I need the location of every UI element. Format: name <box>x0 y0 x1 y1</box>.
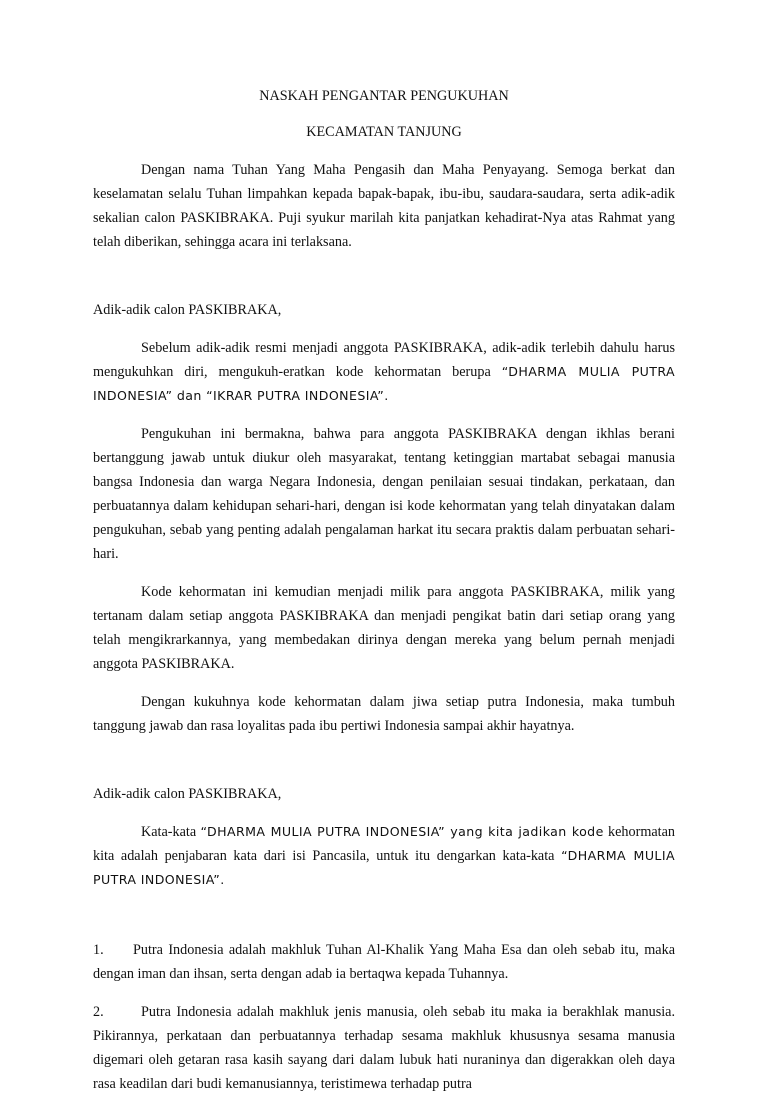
list-item-text: Putra Indonesia adalah makhluk Tuhan Al-Khalik Yang Maha Esa dan oleh sebab itu, maka dengan iman dan ihsan, serta dengan adab ia bertaqwa kepada Tuhannya. <box>93 942 675 982</box>
paragraph-5-quote-1: “DHARMA MULIA PUTRA INDONESIA” yang kita jadikan kode <box>200 824 604 839</box>
paragraph-1-quote-2: “IKRAR PUTRA INDONESIA” <box>206 388 385 403</box>
list-item-text: Putra Indonesia adalah makhluk jenis manusia, oleh sebab itu maka ia berakhlak manusia. Pikirannya, perkataan dan perbuatannya terhadap sesama makhluk khususnya sesama manusia digemari oleh getaran rasa kasih sayang dari dalam lubuk hati nuraninya dan digerakkan oleh daya rasa keadilan dari budi kemanusiannya, teristimewa terhadap putra <box>93 1004 675 1092</box>
paragraph-5-quote-2: “DHARMA MULIA PUTRA INDONESIA” <box>93 848 675 887</box>
paragraph-1-quote-1: “DHARMA MULIA PUTRA INDONESIA” <box>93 364 676 403</box>
salutation-2: Adik-adik calon PASKIBRAKA, <box>93 786 282 802</box>
document-title: NASKAH PENGANTAR PENGUKUHAN <box>259 88 509 104</box>
paragraph-3: Kode kehormatan ini kemudian menjadi milik para anggota PASKIBRAKA, milik yang tertanam dalam setiap anggota PASKIBRAKA dan menjadi pengikat batin dari setiap orang yang telah mengikrarkannya, yang membedakan dirinya dengan mereka yang belum pernah menjadi anggota PASKIBRAKA. <box>93 584 675 672</box>
paragraph-5-end: . <box>220 872 225 887</box>
document-subtitle: KECAMATAN TANJUNG <box>306 124 462 140</box>
list-item-number: 2. <box>93 1004 104 1020</box>
salutation-1: Adik-adik calon PASKIBRAKA, <box>93 302 282 318</box>
paragraph-5 <box>93 820 675 892</box>
paragraph-1-text: Sebelum adik-adik resmi menjadi anggota PASKIBRAKA, adik-adik terlebih dahulu harus mengukuhkan diri, mengukuh-eratkan kode kehormatan berupa <box>93 340 675 380</box>
paragraph-4: Dengan kukuhnya kode kehormatan dalam jiwa setiap putra Indonesia, maka tumbuh tanggung jawab dan rasa loyalitas pada ibu pertiwi Indonesia sampai akhir hayatnya. <box>93 694 675 734</box>
list-item <box>93 938 675 986</box>
paragraph-2: Pengukuhan ini bermakna, bahwa para anggota PASKIBRAKA dengan ikhlas berani bertanggung jawab untuk diukur oleh masyarakat, tentang ketinggian martabat sebagai manusia bangsa Indonesia dan warga Negara Indonesia, dengan penilaian sesuai tindakan, perkataan, dan perbuatannya dalam kehidupan sehari-hari, dengan isi kode kehormatan yang telah dinyatakan dalam pengukuhan, sebab yang penting adalah pengalaman harkat itu secara praktis dalam perbuatan sehari-hari. <box>93 426 675 562</box>
paragraph-1 <box>93 336 675 408</box>
list-item-number: 1. <box>93 942 104 958</box>
list-item <box>93 1000 675 1096</box>
paragraph-5-text: kehormatan kita adalah penjabaran kata dari isi Pancasila, untuk itu dengarkan kata-kata <box>93 824 675 864</box>
paragraph-1-end: . <box>384 388 389 403</box>
paragraph-1-mid: dan <box>172 388 207 403</box>
intro-paragraph: Dengan nama Tuhan Yang Maha Pengasih dan Maha Penyayang. Semoga berkat dan keselamatan selalu Tuhan limpahkan kepada bapak-bapak, ibu-ibu, saudara-saudara, serta adik-adik sekalian calon PASKIBRAKA. Puji syukur marilah kita panjatkan kehadirat-Nya atas Rahmat yang telah diberikan, sehingga acara ini terlaksana. <box>93 162 675 250</box>
paragraph-5-start: Kata-kata <box>141 824 201 840</box>
